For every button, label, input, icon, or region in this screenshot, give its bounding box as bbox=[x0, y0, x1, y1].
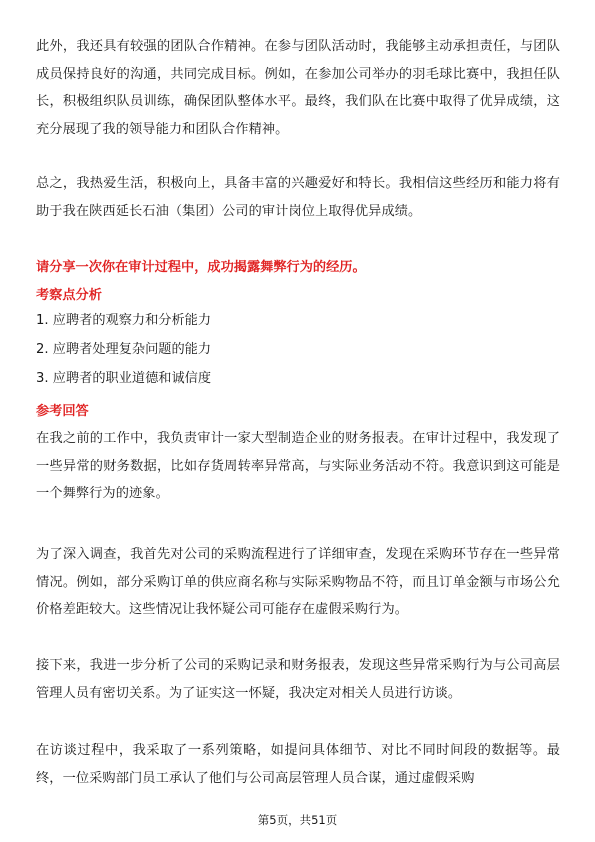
answer-paragraph: 在我之前的工作中，我负责审计一家大型制造企业的财务报表。在审计过程中，我发现了一些异常的财务数据，比如存货周转率异常高，与实际业务活动不符。我意识到这可能是一个舞弊行为的迹象。 bbox=[36, 431, 560, 501]
answer-paragraph: 接下来，我进一步分析了公司的采购记录和财务报表，发现这些异常采购行为与公司高层管理人员有密切关系。为了证实这一怀疑，我决定对相关人员进行访谈。 bbox=[36, 658, 560, 701]
answer-paragraph: 在访谈过程中，我采取了一系列策略，如提问具体细节、对比不同时间段的数据等。最终，一位采购部门员工承认了他们与公司高层管理人员合谋，通过虚假采购 bbox=[36, 743, 560, 786]
page-number: 第5页，共51页 bbox=[257, 813, 338, 827]
answer-paragraph: 为了深入调查，我首先对公司的采购流程进行了详细审查，发现在采购环节存在一些异常情况。例如，部分采购订单的供应商名称与实际采购物品不符，而且订单金额与市场公允价格差距较大。这些情况让我怀疑公司可能存在虚假采购行为。 bbox=[36, 547, 560, 617]
answer-heading: 参考回答 bbox=[36, 404, 89, 419]
analysis-item: 1. 应聘者的观察力和分析能力 bbox=[36, 313, 212, 328]
analysis-item: 2. 应聘者处理复杂问题的能力 bbox=[36, 342, 212, 357]
paragraph-teamwork: 此外，我还具有较强的团队合作精神。在参与团队活动时，我能够主动承担责任，与团队成员保持良好的沟通，共同完成目标。例如，在参加公司举办的羽毛球比赛中，我担任队长，积极组织队员训练，确保团队整体水平。最终，我们队在比赛中取得了优异成绩，这充分展现了我的领导能力和团队合作精神。 bbox=[36, 39, 560, 137]
interview-question: 请分享一次你在审计过程中，成功揭露舞弊行为的经历。 bbox=[36, 260, 366, 275]
analysis-item: 3. 应聘者的职业道德和诚信度 bbox=[36, 371, 212, 386]
paragraph-conclusion: 总之，我热爱生活，积极向上，具备丰富的兴趣爱好和特长。我相信这些经历和能力将有助于我在陕西延长石油（集团）公司的审计岗位上取得优异成绩。 bbox=[36, 176, 560, 219]
analysis-heading: 考察点分析 bbox=[36, 288, 102, 303]
